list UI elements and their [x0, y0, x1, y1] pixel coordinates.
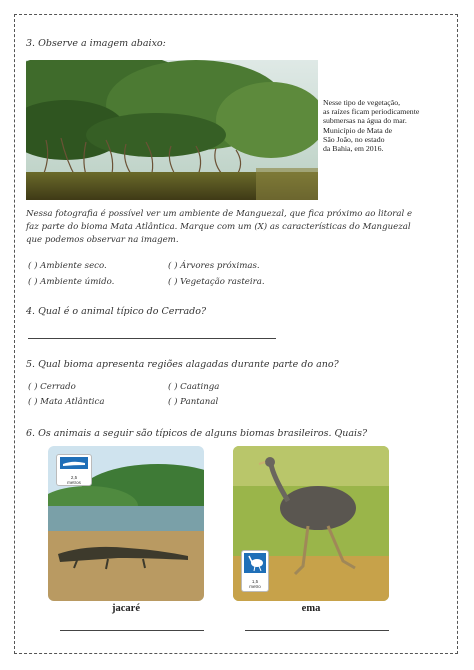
ema-label: ema [301, 603, 321, 614]
option-caatinga[interactable]: ( ) Caatinga [168, 382, 220, 392]
question-4-title: 4. Qual é o animal típico do Cerrado? [26, 306, 207, 317]
answer-line-ema[interactable] [245, 630, 389, 631]
option-ambiente-umido[interactable]: ( ) Ambiente úmido. [28, 277, 115, 287]
option-ambiente-seco[interactable]: ( ) Ambiente seco. [28, 261, 107, 271]
option-vegetacao-rasteira[interactable]: ( ) Vegetação rasteira. [168, 277, 265, 287]
ema-size-value: 1,5 [251, 579, 259, 584]
jacare-silhouette-icon [57, 455, 91, 471]
ema-photo [233, 446, 389, 601]
question-6-title: 6. Os animais a seguir são típicos de alguns biomas brasileiros. Quais? [26, 428, 368, 439]
question-5-title: 5. Qual bioma apresenta regiões alagadas durante parte do ano? [26, 359, 339, 370]
option-mata-atlantica[interactable]: ( ) Mata Atlântica [28, 397, 105, 407]
jacare-size-badge [56, 454, 92, 486]
option-pantanal[interactable]: ( ) Pantanal [168, 397, 219, 407]
option-arvores-proximas[interactable]: ( ) Árvores próximas. [168, 261, 260, 271]
mangrove-photo [26, 60, 318, 200]
option-cerrado[interactable]: ( ) Cerrado [28, 382, 76, 392]
ema-size-badge [241, 550, 269, 592]
answer-line-q4[interactable] [28, 338, 276, 339]
ema-size-unit: metro [249, 584, 261, 589]
photo-caption: Nesse tipo de vegetação, as raízes ficam periodicamente submersas na água do mar. Município de Mata de São João, no estado da Bahia, em 2016. [323, 98, 420, 154]
jacare-size-unit: metros [67, 480, 81, 485]
question-3-title: 3. Observe a imagem abaixo: [26, 38, 166, 49]
jacare-size-value: 2,5 [70, 475, 78, 480]
jacare-label: jacaré [112, 603, 140, 614]
jacare-photo [48, 446, 204, 601]
ema-silhouette-icon [242, 551, 268, 575]
answer-line-jacare[interactable] [60, 630, 204, 631]
question-3-paragraph: Nessa fotografia é possível ver um ambiente de Manguezal, que fica próximo ao litoral e faz parte do bioma Mata Atlântica. Marque com um (X) as características do Manguezal que podemos observar na imagem. [26, 209, 413, 245]
